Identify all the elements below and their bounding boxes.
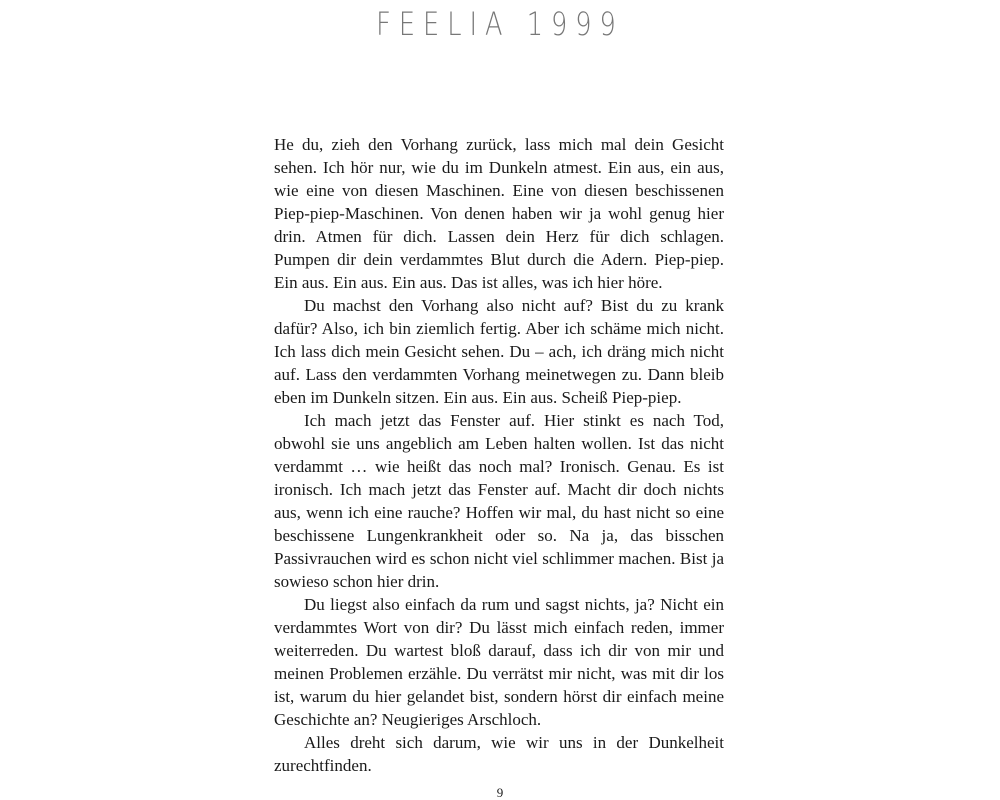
- paragraph: Alles dreht sich darum, wie wir uns in der Dunkelheit zurechtfinden.: [274, 733, 724, 775]
- body-text: [274, 133, 724, 777]
- page-number: 9: [496, 785, 504, 800]
- paragraph: Du machst den Vorhang also nicht auf? Bist du zu krank dafür? Also, ich bin ziemlich fertig. Aber ich schäme mich nicht. Ich lass dich mein Gesicht sehen. Du – ach, ich dräng mich nicht auf. Lass den verdammten Vorhang meinetwegen zu. Dann bleib eben im Dunkeln sitzen. Ein aus. Ein aus. Scheiß Piep-piep.: [274, 296, 724, 407]
- paragraph: He du, zieh den Vorhang zurück, lass mich mal dein Gesicht sehen. Ich hör nur, wie du im Dunkeln atmest. Ein aus, ein aus, wie eine von diesen Maschinen. Eine von diesen beschissenen Piep-piep-Maschinen. Von denen haben wir ja wohl genug hier drin. Atmen für dich. Lassen dein Herz für dich schlagen. Pumpen dir dein verdammtes Blut durch die Adern. Piep-piep. Ein aus. Ein aus. Ein aus. Das ist alles, was ich hier höre.: [274, 135, 724, 292]
- paragraph: Ich mach jetzt das Fenster auf. Hier stinkt es nach Tod, obwohl sie uns angeblich am Leben halten wollen. Ist das nicht verdammt … wie heißt das noch mal? Ironisch. Genau. Es ist ironisch. Ich mach jetzt das Fenster auf. Macht dir doch nichts aus, wenn ich eine rauche? Hoffen wir mal, du hast nicht so eine beschissene Lungenkrankheit oder so. Na ja, das bisschen Passivrauchen wird es schon nicht viel schlimmer machen. Bist ja sowieso schon hier drin.: [274, 411, 724, 591]
- paragraph: Du liegst also einfach da rum und sagst nichts, ja? Nicht ein verdammtes Wort von dir? Du lässt mich einfach reden, immer weiterreden. Du wartest bloß darauf, dass ich dir von mir und meinen Problemen erzähle. Du verrätst mir nicht, was mit dir los ist, warum du hier gelandet bist, sondern hörst dir einfach meine Geschichte an? Neugieriges Arschloch.: [274, 595, 724, 729]
- running-header: FEELIA 1999: [376, 5, 624, 43]
